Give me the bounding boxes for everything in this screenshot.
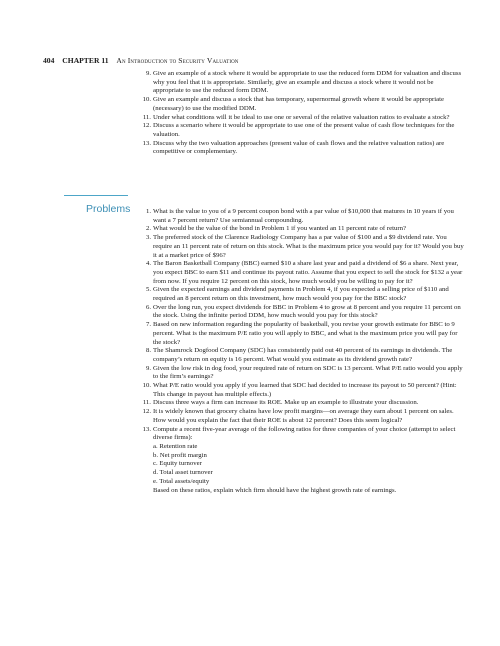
list-item: [141, 399, 464, 408]
item-text: What would be the value of the bond in Problem 1 if you wanted an 11 percent rate of return?: [153, 225, 406, 233]
list-item: [141, 260, 464, 286]
chapter-label: CHAPTER 11: [62, 56, 109, 65]
closing-text: Based on these ratios, explain which firm should have the highest growth rate of earnings.: [153, 486, 397, 494]
list-item: [141, 286, 464, 303]
chapter-title: An Introduction to Security Valuation: [116, 56, 239, 65]
list-item: [141, 426, 464, 496]
list-item: [141, 114, 462, 123]
list-item: [141, 365, 464, 382]
item-text: Given the low risk in dog food, your required rate of return on SDC is 13 percent. What P/E ratio would you apply to the firm’s earnings?: [153, 364, 463, 381]
item-text: Give an example and discuss a stock that has temporary, supernormal growth where it would be appropriate (necessary) to use the modified DDM.: [153, 96, 445, 112]
item-number: 13.: [142, 139, 151, 147]
item-number: 10.: [142, 382, 151, 390]
item-number: 8.: [145, 347, 151, 355]
problems-list: [141, 208, 464, 495]
item-number: 9.: [145, 70, 151, 77]
item-number: 11.: [142, 113, 151, 121]
item-text: It is widely known that grocery chains have low profit margins—on average they earn about 1 percent on sales. How would you explain the fact that their ROE is about 12 percent? Does this seem logical?: [153, 408, 454, 424]
list-item: [141, 225, 464, 234]
item-text: What P/E ratio would you apply if you learned that SDC had decided to increase its payout to 50 percent? (Hint: This change in payout has multiple effects.): [153, 382, 457, 398]
running-header: [43, 56, 239, 65]
item-text: The Shamrock Dogfood Company (SDC) has consistently paid out 40 percent of its earnings in dividends. The company’s return on equity is 16 percent. What would you estimate as its dividend growth rate?: [153, 347, 453, 363]
list-item: [141, 234, 464, 260]
item-number: 1.: [145, 208, 151, 215]
item-number: 5.: [145, 286, 151, 294]
list-item: [141, 70, 462, 96]
sub-item: a. Retention rate: [153, 442, 198, 450]
list-item: [141, 96, 462, 113]
item-text: Discuss why the two valuation approaches (present value of cash flows and the relative valuation ratios) are competitive or complementary.: [153, 139, 445, 156]
item-number: 11.: [142, 399, 151, 407]
problems-heading: Problems: [86, 203, 131, 215]
item-text: Give an example of a stock where it would be appropriate to use the reduced form DDM for valuation and discuss why you feel that it is appropriate. Similarly, give an example and discuss a stock where it would not be appropriate to use the reduced form DDM.: [153, 70, 462, 95]
list-item: [141, 208, 464, 225]
sub-item: b. Net profit margin: [153, 451, 207, 459]
sub-item: e. Total assets/equity: [153, 477, 210, 485]
item-number: 2.: [145, 225, 151, 233]
item-text: Discuss a scenario where it would be appropriate to use one of the present value of cash flow techniques for the valuation.: [153, 122, 455, 138]
item-text: Compute a recent five-year average of the following ratios for three companies of your choice (attempt to select diverse firms):: [153, 425, 456, 442]
item-text: What is the value to you of a 9 percent coupon bond with a par value of $10,000 that matures in 10 years if you want a 7 percent return? Use semiannual compounding.: [153, 208, 454, 224]
item-text: Based on new information regarding the popularity of basketball, you revise your growth estimate for BBC to 9 percent. What is the maximum P/E ratio you will apply to BBC, and what is the maximum price you will pay for the stock?: [153, 321, 458, 346]
sub-item: d. Total asset turnover: [153, 469, 213, 477]
list-item: [141, 140, 462, 157]
sub-item: c. Equity turnover: [153, 460, 202, 468]
item-number: 3.: [145, 234, 151, 242]
item-text: Discuss three ways a firm can increase its ROE. Make up an example to illustrate your discussion.: [153, 399, 419, 407]
item-text: Over the long run, you expect dividends for BBC in Problem 4 to grow at 8 percent and you require 11 percent on the stock. Using the infinite period DDM, how much would you pay for this stock?: [153, 303, 461, 320]
item-text: The preferred stock of the Clarence Radiology Company has a par value of $100 and a $9 dividend rate. You require an 11 percent rate of return on this stock. What is the maximum price you would pay for it? Would you buy it at a market price of $96?: [153, 234, 464, 259]
item-number: 6.: [145, 303, 151, 311]
list-item: [141, 304, 464, 321]
list-item: [141, 408, 464, 425]
item-text: The Baron Basketball Company (BBC) earned $10 a share last year and paid a dividend of $6 a share. Next year, you expect BBC to earn $11 and continue its payout ratio. Assume that you expect to sell the stock for $132 a year from now. If you require 12 percent on this stock, how much would you be willing to pay for it?: [153, 260, 463, 285]
item-number: 7.: [145, 321, 151, 329]
list-item: [141, 382, 464, 399]
item-number: 10.: [142, 96, 151, 104]
item-text: Given the expected earnings and dividend payments in Problem 4, if you expected a selling price of $110 and required an 8 percent return on this investment, how much would you pay for the BBC stock?: [153, 286, 449, 303]
list-item: [141, 122, 462, 139]
item-number: 12.: [142, 408, 151, 416]
questions-list: [141, 70, 462, 157]
item-number: 4.: [145, 260, 151, 268]
item-number: 13.: [142, 425, 151, 433]
item-number: 9.: [145, 364, 151, 372]
list-item: [141, 321, 464, 347]
list-item: [141, 347, 464, 364]
page-number: 404: [43, 56, 55, 65]
item-number: 12.: [142, 122, 151, 130]
item-text: Under what conditions will it be ideal to use one or several of the relative valuation ratios to evaluate a stock?: [153, 113, 450, 121]
section-rule: [64, 195, 128, 196]
